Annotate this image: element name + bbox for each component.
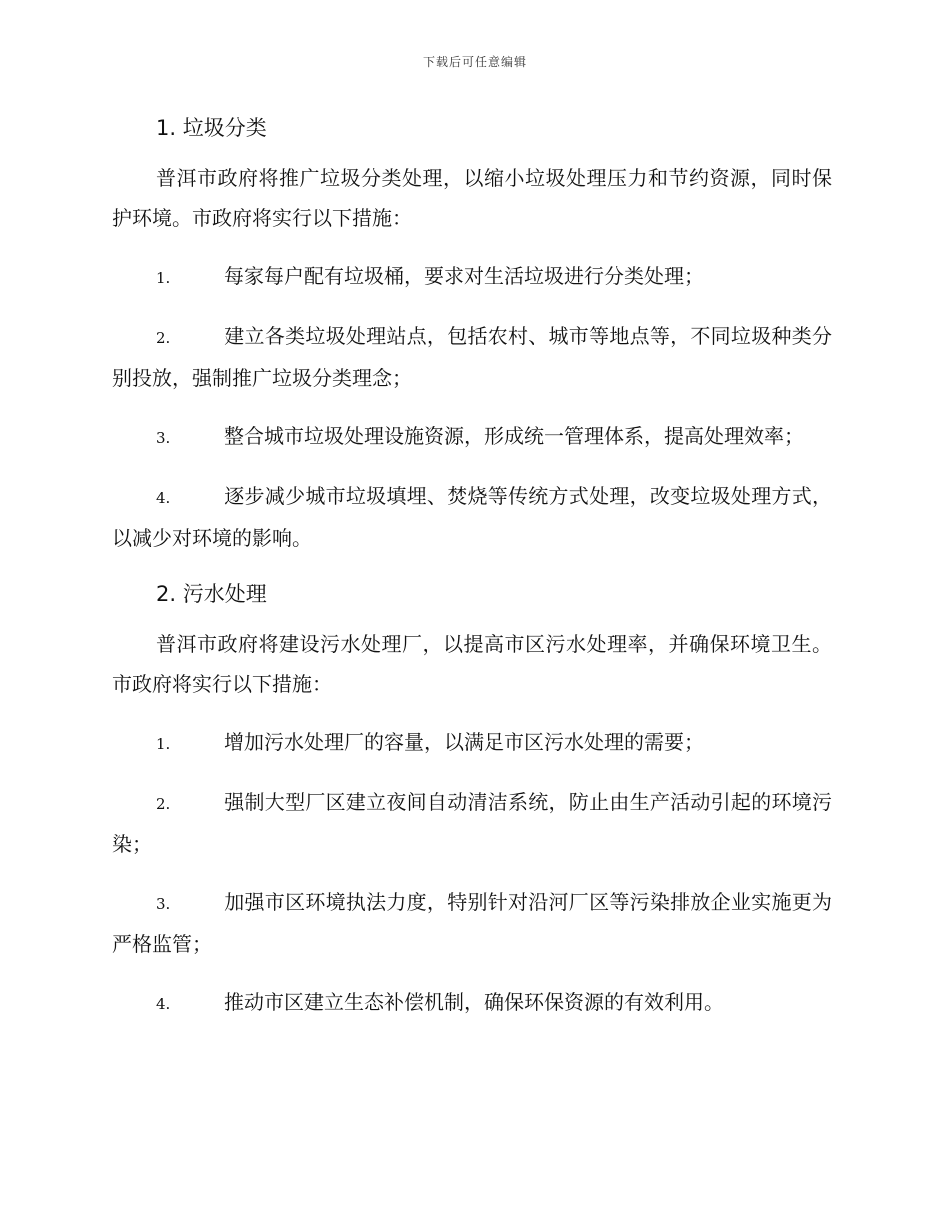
list-item (112, 982, 832, 1024)
list-item-number: 1. (156, 735, 171, 753)
list-item-number: 3. (156, 429, 171, 447)
list-item-text: 整合城市垃圾处理设施资源，形成统一管理体系，提高处理效率； (224, 424, 804, 448)
list-item-number: 3. (156, 895, 171, 913)
list-item-text: 推动市区建立生态补偿机制，确保环保资源的有效利用。 (224, 990, 724, 1014)
section-sewage-treatment (112, 576, 832, 1024)
list-item-number: 4. (156, 995, 171, 1013)
section-heading: 2. 污水处理 (156, 582, 267, 606)
list-item-text: 每家每户配有垃圾桶，要求对生活垃圾进行分类处理； (224, 264, 704, 288)
list-item (112, 782, 832, 864)
section-waste-sorting (112, 110, 832, 558)
list-item-text: 加强市区环境执法力度，特别针对沿河厂区等污染排放企业实施更为严格监管； (112, 890, 832, 956)
list-item (112, 882, 832, 964)
header-note: 下载后可任意编辑 (422, 55, 527, 69)
list-item (112, 256, 832, 298)
list-item-number: 4. (156, 489, 171, 507)
list-item (112, 316, 832, 398)
list-item (112, 416, 832, 458)
section-intro: 普洱市政府将推广垃圾分类处理，以缩小垃圾处理压力和节约资源，同时保护环境。市政府将实行以下措施： (112, 166, 832, 230)
list-item-text: 逐步减少城市垃圾填埋、焚烧等传统方式处理，改变垃圾处理方式，以减少对环境的影响。 (112, 484, 832, 550)
list-item (112, 722, 832, 764)
list-item-number: 1. (156, 269, 171, 287)
list-item-text: 建立各类垃圾处理站点，包括农村、城市等地点等，不同垃圾种类分别投放，强制推广垃圾分类理念； (112, 324, 832, 390)
section-heading: 1. 垃圾分类 (156, 116, 267, 140)
document-body (112, 110, 832, 1042)
list-item-text: 增加污水处理厂的容量，以满足市区污水处理的需要； (224, 730, 704, 754)
list-item-number: 2. (156, 795, 171, 813)
list-item-text: 强制大型厂区建立夜间自动清洁系统，防止由生产活动引起的环境污染； (112, 790, 832, 856)
list-item (112, 476, 832, 558)
list-item-number: 2. (156, 329, 171, 347)
section-intro: 普洱市政府将建设污水处理厂，以提高市区污水处理率，并确保环境卫生。市政府将实行以下措施： (112, 632, 832, 696)
